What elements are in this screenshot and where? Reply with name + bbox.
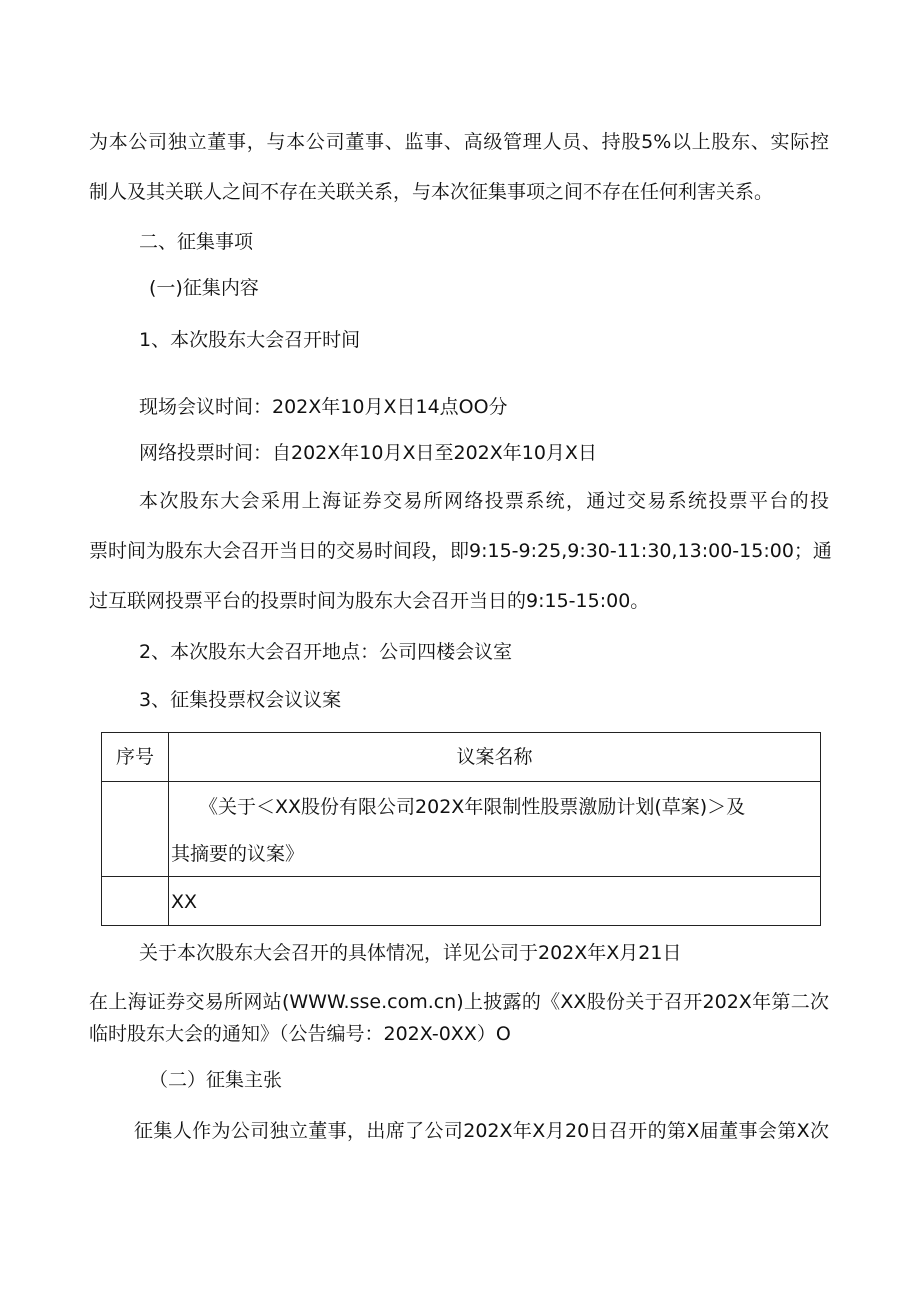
header-serial-number: 序号 — [102, 733, 169, 782]
row-1-motion-name-line-2: 其摘要的议案》 — [171, 842, 305, 865]
notice-para-line-3: 临时股东大会的通知》（公告编号：202X-0XX）O — [89, 1023, 511, 1045]
row-2-serial-number — [102, 877, 169, 926]
voting-para-line-1: 本次股东大会采用上海证券交易所网络投票系统，通过交易系统投票平台的投 — [139, 490, 829, 512]
sub-two-heading: （二）征集主张 — [149, 1069, 283, 1091]
row-2-motion-name-text: XX — [171, 891, 198, 913]
row-1-motion-name-line-1: 《关于＜XX股份有限公司202X年限制性股票激励计划(草案)＞及 — [199, 796, 746, 818]
notice-para-line-2: 在上海证券交易所网站(WWW.sse.com.cn)上披露的《XX股份关于召开202X年第二次 — [89, 991, 829, 1013]
row-1-motion-name — [169, 782, 821, 877]
voting-para-line-3: 过互联网投票平台的投票时间为股东大会召开当日的9:15-15:00。 — [89, 590, 650, 612]
table-row — [102, 782, 821, 877]
intro-line-1: 为本公司独立董事，与本公司董事、监事、高级管理人员、持股5%以上股东、实际控 — [89, 131, 829, 153]
notice-para-line-1: 关于本次股东大会召开的具体情况，详见公司于202X年X月21日 — [139, 942, 682, 964]
header-motion-name: 议案名称 — [169, 733, 821, 782]
claim-para-line-1: 征集人作为公司独立董事，出席了公司202X年X月20日召开的第X届董事会第X次 — [134, 1120, 829, 1142]
row-1-serial-number — [102, 782, 169, 877]
onsite-meeting-time: 现场会议时间：202X年10月X日14点OO分 — [139, 396, 508, 418]
table-header-row — [102, 733, 821, 782]
voting-para-line-2: 票时间为股东大会召开当日的交易时间段，即9:15-9:25,9:30-11:30,13:00-15:00；通 — [89, 540, 832, 562]
intro-line-2: 制人及其关联人之间不存在关联关系，与本次征集事项之间不存在任何利害关系。 — [89, 181, 774, 203]
row-2-motion-name — [169, 877, 821, 926]
section-two-heading: 二、征集事项 — [139, 231, 254, 253]
item-2-location: 2、本次股东大会召开地点：公司四楼会议室 — [139, 641, 513, 663]
item-3-heading: 3、征集投票权会议议案 — [139, 689, 342, 711]
sub-one-heading: (一)征集内容 — [149, 277, 259, 299]
online-voting-time: 网络投票时间：自202X年10月X日至202X年10月X日 — [139, 442, 597, 464]
table-row — [102, 877, 821, 926]
motions-table — [101, 732, 821, 926]
item-1-heading: 1、本次股东大会召开时间 — [139, 329, 361, 351]
